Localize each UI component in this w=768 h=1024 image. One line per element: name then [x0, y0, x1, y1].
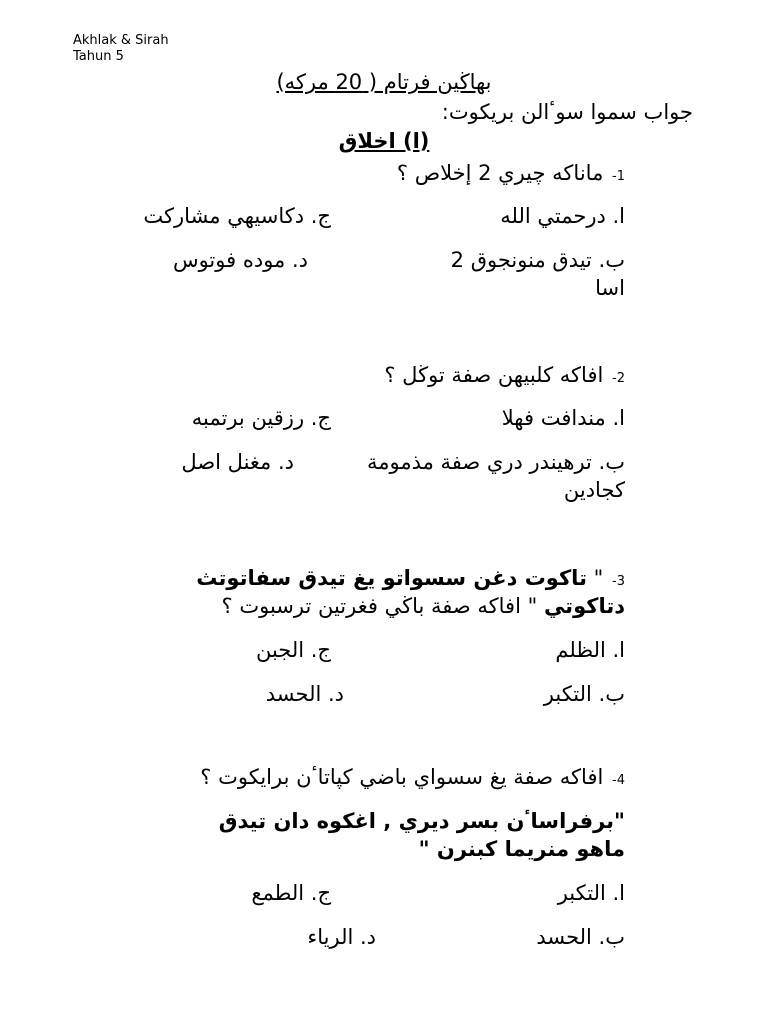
- q2-option-b-cont: كجادين: [563, 478, 625, 502]
- question-number: 2-: [612, 371, 625, 386]
- q3-option-a: ا. الظلم: [555, 638, 625, 662]
- q4-quote-line-2: ماهو منريما كبنرن ": [418, 837, 625, 861]
- question-number: 4-: [612, 773, 625, 788]
- quote-mark: ": [593, 566, 604, 590]
- question-text: ماناكه چيري 2 إخلاص ؟: [396, 161, 604, 185]
- q1-option-b-cont: اسا: [595, 276, 625, 300]
- q2-option-a: ا. مندافت فهلا: [501, 406, 625, 430]
- question-4: [200, 764, 625, 794]
- question-1: [397, 160, 625, 190]
- q3-option-b: ب. التكبر: [543, 682, 625, 706]
- q1-option-d: د. موده فوتوس: [172, 248, 308, 272]
- question-number: 3-: [612, 574, 625, 589]
- instruction: جواب سموا سوٴالن بريكوت:: [441, 100, 693, 124]
- q2-option-b: ب. ترهيندر دري صفة مذمومة: [366, 450, 625, 474]
- q2-option-c: ج. رزقين برتمبه: [191, 406, 331, 430]
- question-3-line-2: [222, 593, 626, 619]
- q1-option-a: ا. درحمتي الله: [500, 204, 625, 228]
- q3-option-d: د. الحسد: [265, 682, 344, 706]
- question-bold-text: دتاكوتي: [543, 594, 625, 618]
- q4-option-a: ا. التكبر: [557, 881, 625, 905]
- q4-option-c: ج. الطمع: [251, 881, 331, 905]
- question-text: افاكه كلبيهن صفة توڬل ؟: [384, 363, 604, 387]
- question-3-line-1: [196, 565, 625, 595]
- question-bold-text: تاكوت دغن سسواتو يغ تيدق سفاتوتث: [196, 566, 587, 590]
- q1-option-b: ب. تيدق منونجوق 2: [450, 248, 625, 272]
- question-text: " افاكه صفة باڬي فغرتين ترسبوت ؟: [221, 594, 544, 618]
- q1-option-c: ج. دكاسيهي مشاركت: [143, 204, 331, 228]
- section-title: بهاڬين فرتام ( 20 مركه): [276, 70, 492, 94]
- q4-quote-line-1: "برفراساٴن بسر ديري , اغكوه دان تيدق: [218, 809, 625, 833]
- part-title: (ا) اخلاق: [338, 129, 430, 153]
- question-number: 1-: [612, 169, 625, 184]
- q2-option-d: د. مغنل اصل: [181, 450, 294, 474]
- question-2: [384, 362, 625, 392]
- q3-option-c: ج. الجبن: [255, 638, 331, 662]
- q4-option-d: د. الرياء: [307, 925, 376, 949]
- question-text: افاكه صفة يغ سسواي باضي كپاتاٴن برايكوت ؟: [200, 765, 604, 789]
- year-label: Tahun 5: [73, 49, 124, 64]
- subject-label: Akhlak & Sirah: [73, 33, 169, 48]
- q4-option-b: ب. الحسد: [536, 925, 625, 949]
